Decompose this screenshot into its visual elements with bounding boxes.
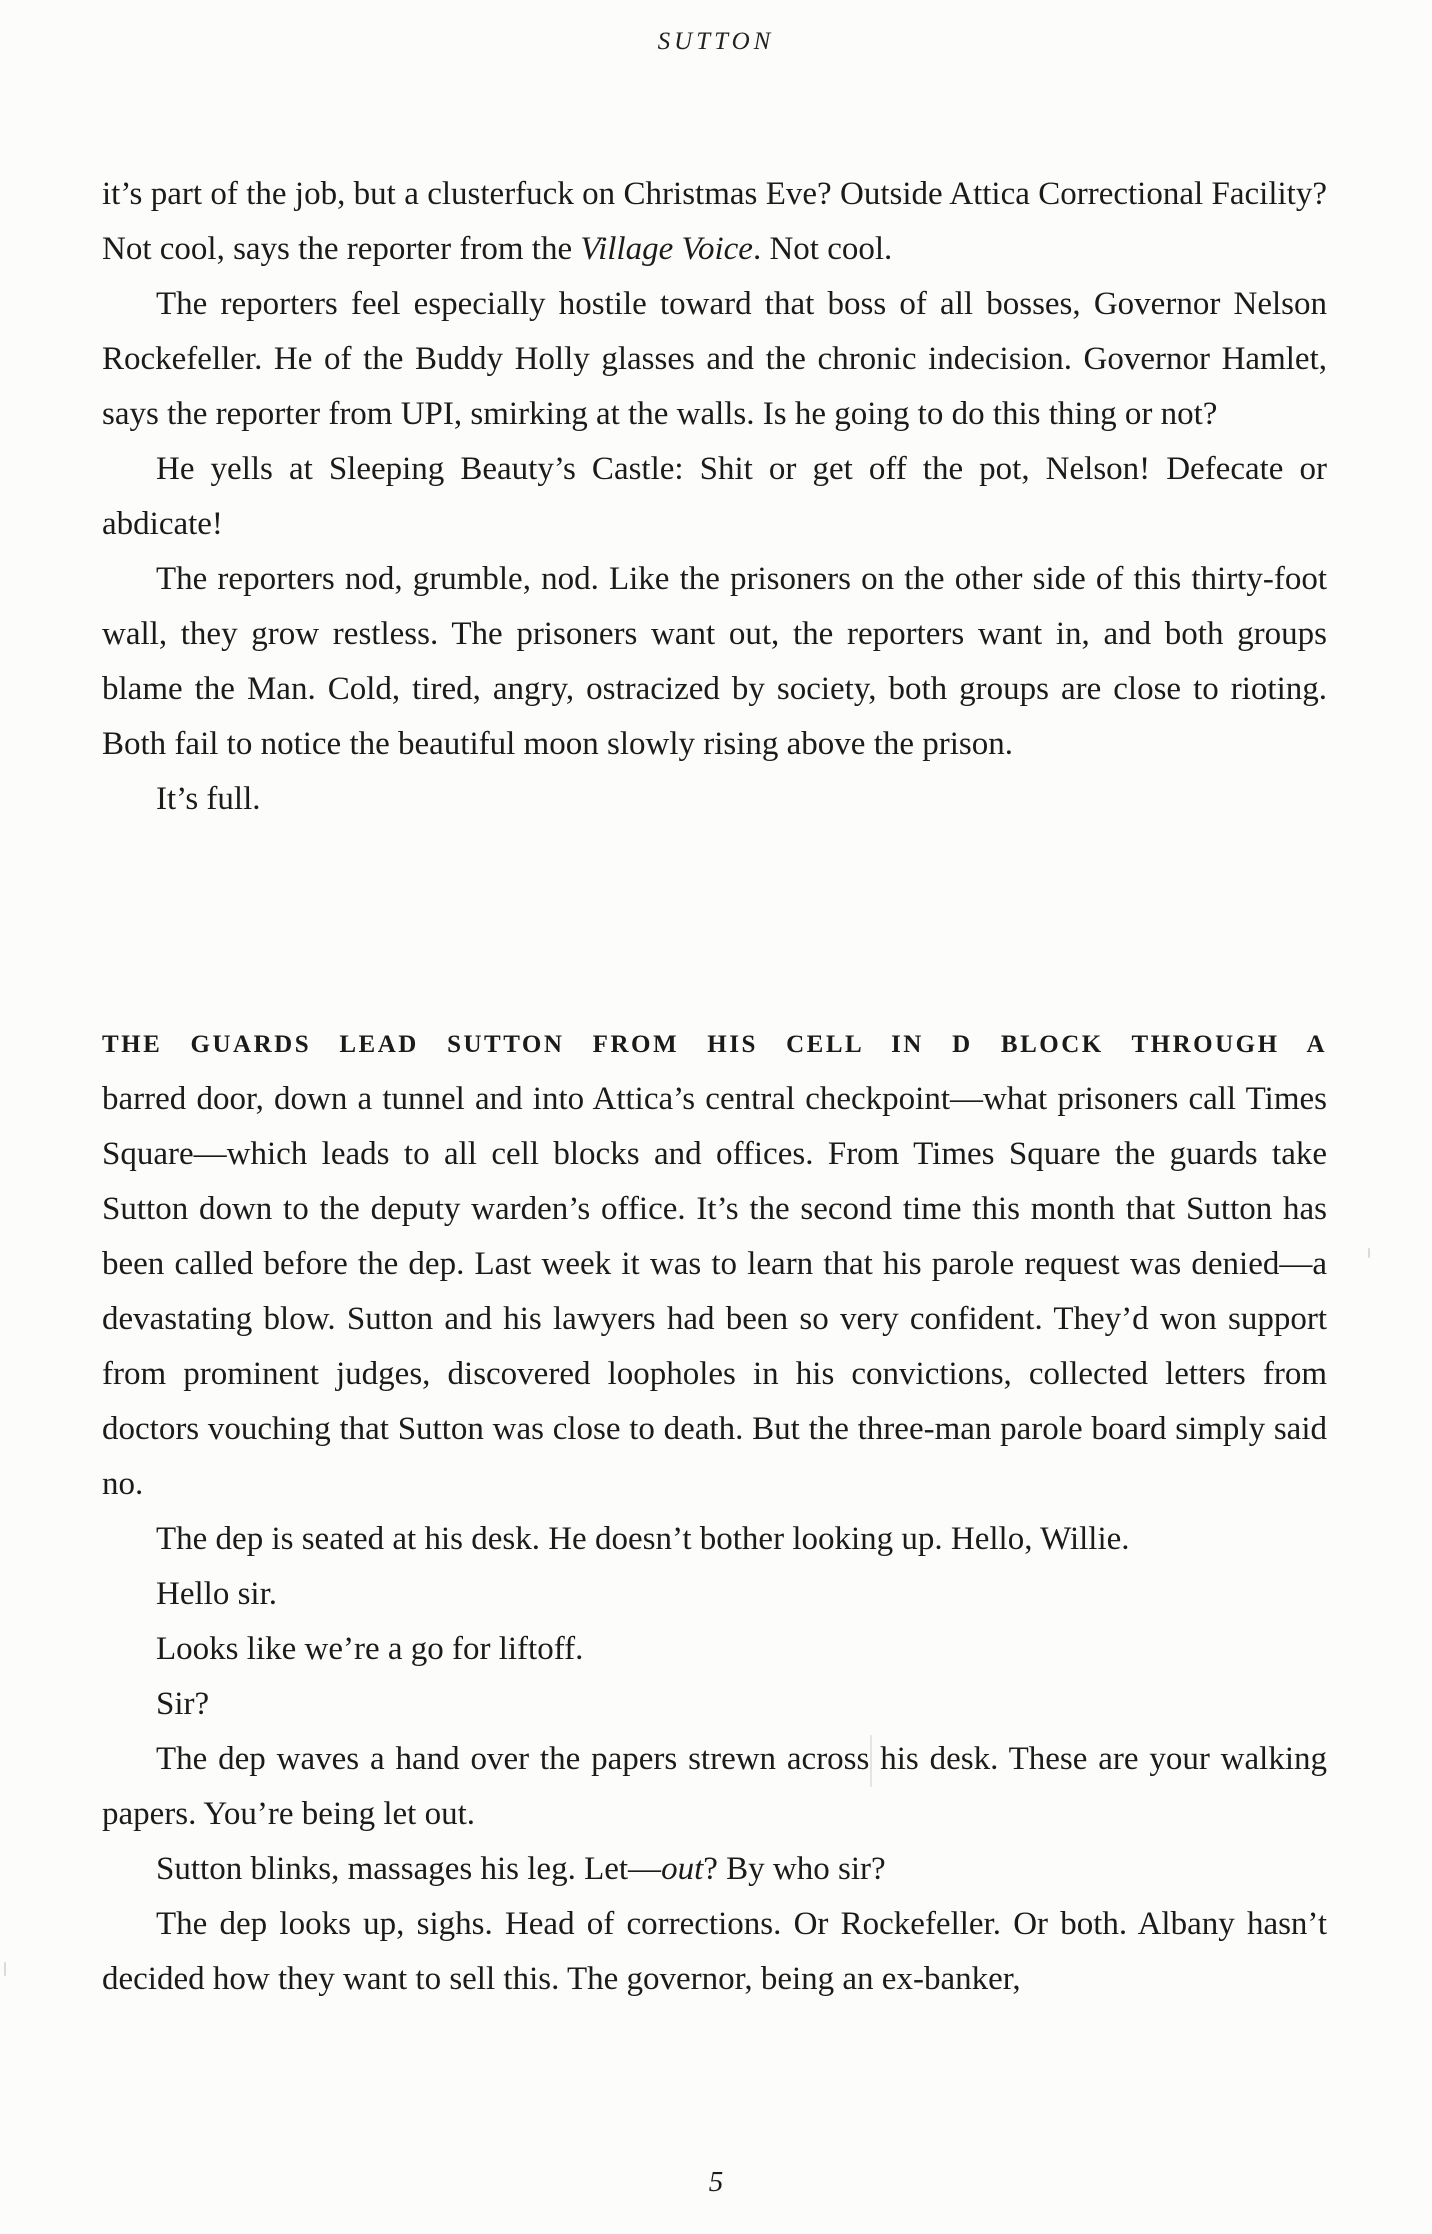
- text-run: Sir?: [156, 1686, 210, 1722]
- scan-speck: [870, 1735, 872, 1787]
- text-run: Hello sir.: [156, 1576, 277, 1612]
- text-run: The reporters nod, grumble, nod. Like the prisoners on the other side of this thirty-foot wall, they grow restless. The prisoners want out, the reporters want in, and both groups blame the Man. Cold, tired, angry, ostracized by society, both groups are close to rioting. Both fail to notice the beautiful moon slowly rising above the prison.: [102, 561, 1327, 762]
- text-run: barred door, down a tunnel and into Attica’s central checkpoint—what prisoners call Times Square—which leads to all cell blocks and offices. From Times Square the guards take Sutton down to the deputy warden’s office. It’s the second time this month that Sutton has been called before the dep. Last week it was to learn that his parole request was denied—a devastating blow. Sutton and his lawyers had been so very confident. They’d won support from prominent judges, discovered loopholes in his convictions, collected letters from doctors vouching that Sutton was close to death. But the three-man parole board simply said no.: [102, 1081, 1327, 1502]
- section-1: [102, 167, 1327, 827]
- paragraph: [102, 1567, 1327, 1622]
- text-run: The dep waves a hand over the papers strewn across his desk. These are your walking papers. You’re being let out.: [102, 1741, 1327, 1832]
- paragraph: [102, 1897, 1327, 2007]
- paragraph: [102, 1732, 1327, 1842]
- italic-text: Village Voice: [580, 231, 753, 267]
- lead-in-line: [102, 1015, 1327, 1072]
- page-number: 5: [708, 2166, 724, 2198]
- text-run: The dep looks up, sighs. Head of corrections. Or Rockefeller. Or both. Albany hasn’t decided how they want to sell this. The governor, being an ex-banker,: [102, 1906, 1327, 1997]
- paragraph: [102, 1512, 1327, 1567]
- paragraph: [102, 442, 1327, 552]
- text-run: ? By who sir?: [703, 1851, 886, 1887]
- paragraph: [102, 772, 1327, 827]
- text-run: it’s part of the job, but a clusterfuck on Christmas Eve? Outside Attica Correctional Facility? Not cool, says the reporter from the: [102, 176, 1327, 267]
- running-head: SUTTON: [657, 28, 775, 55]
- paragraph: [102, 1072, 1327, 1512]
- scan-speck: [4, 1962, 6, 1976]
- text-run: He yells at Sleeping Beauty’s Castle: Shit or get off the pot, Nelson! Defecate or abdicate!: [102, 451, 1327, 542]
- text-run: The reporters feel especially hostile toward that boss of all bosses, Governor Nelson Rockefeller. He of the Buddy Holly glasses and the chronic indecision. Governor Hamlet, says the reporter from UPI, smirking at the walls. Is he going to do this thing or not?: [102, 286, 1327, 432]
- paragraph: [102, 1842, 1327, 1897]
- paragraph: [102, 1677, 1327, 1732]
- text-run: It’s full.: [156, 781, 261, 817]
- section-2: [102, 1015, 1327, 2007]
- text-run: Sutton blinks, massages his leg. Let—: [156, 1851, 662, 1887]
- paragraph: [102, 552, 1327, 772]
- paragraph: [102, 167, 1327, 277]
- section-lead-in: THE GUARDS LEAD SUTTON FROM HIS CELL IN D BLOCK THROUGH A: [102, 1031, 1327, 1058]
- text-run: Looks like we’re a go for liftoff.: [156, 1631, 584, 1667]
- text-run: The dep is seated at his desk. He doesn’t bother looking up. Hello, Willie.: [156, 1521, 1130, 1557]
- paragraph: [102, 1622, 1327, 1677]
- italic-text: out: [661, 1851, 704, 1887]
- paragraph: [102, 277, 1327, 442]
- scan-speck: [1368, 1248, 1370, 1258]
- text-run: . Not cool.: [752, 231, 893, 267]
